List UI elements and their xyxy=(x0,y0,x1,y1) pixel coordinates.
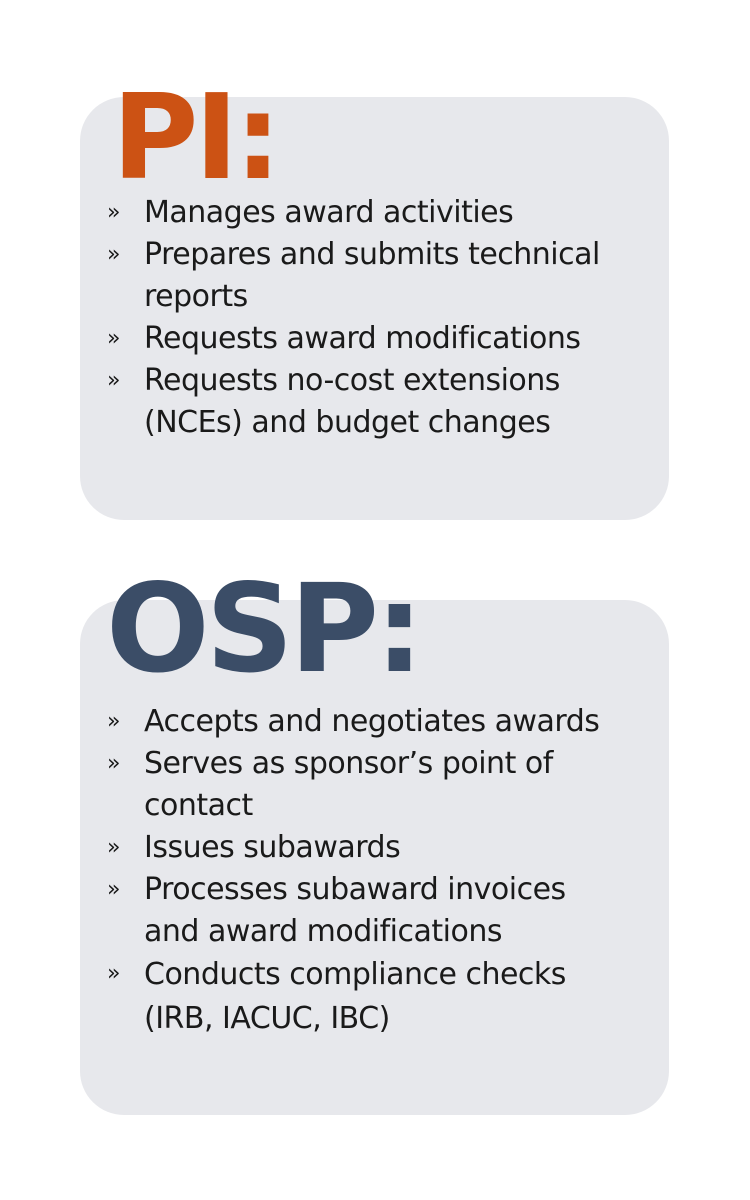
list-item-text: Requests award modifications xyxy=(144,321,581,356)
bullet-icon: » xyxy=(107,368,120,393)
bullet-icon: » xyxy=(107,835,120,860)
list-item-text: Accepts and negotiates awards xyxy=(144,704,600,739)
list-item-text: Issues subawards xyxy=(144,830,401,865)
bullet-icon: » xyxy=(107,242,120,267)
list-item-text: Serves as sponsor’s point of contact xyxy=(144,746,553,823)
bullet-icon: » xyxy=(107,961,120,986)
list-item xyxy=(107,743,599,827)
list-item xyxy=(107,869,599,953)
bullet-icon: » xyxy=(107,326,120,351)
osp-heading: OSP: xyxy=(106,558,420,700)
bullet-icon: » xyxy=(107,877,120,902)
bullet-icon: » xyxy=(107,200,120,225)
list-item-text: Prepares and submits technical reports xyxy=(144,237,600,314)
list-item-text: Conducts compliance checks (IRB, IACUC, IBC) xyxy=(144,957,566,1036)
pi-heading: PI: xyxy=(112,68,278,206)
list-item-text: Manages award activities xyxy=(144,195,514,230)
list-item xyxy=(107,234,600,318)
list-item xyxy=(107,827,599,869)
bullet-icon: » xyxy=(107,709,120,734)
pi-responsibilities-list xyxy=(107,192,600,444)
osp-responsibilities-list xyxy=(107,701,599,1041)
list-item xyxy=(107,318,600,360)
list-item-text: Processes subaward invoices and award modifications xyxy=(144,872,566,949)
list-item-text: Requests no-cost extensions (NCEs) and budget changes xyxy=(144,363,560,440)
bullet-icon: » xyxy=(107,751,120,776)
list-item xyxy=(107,192,600,234)
list-item xyxy=(107,953,599,1041)
list-item xyxy=(107,701,599,743)
list-item xyxy=(107,360,600,444)
